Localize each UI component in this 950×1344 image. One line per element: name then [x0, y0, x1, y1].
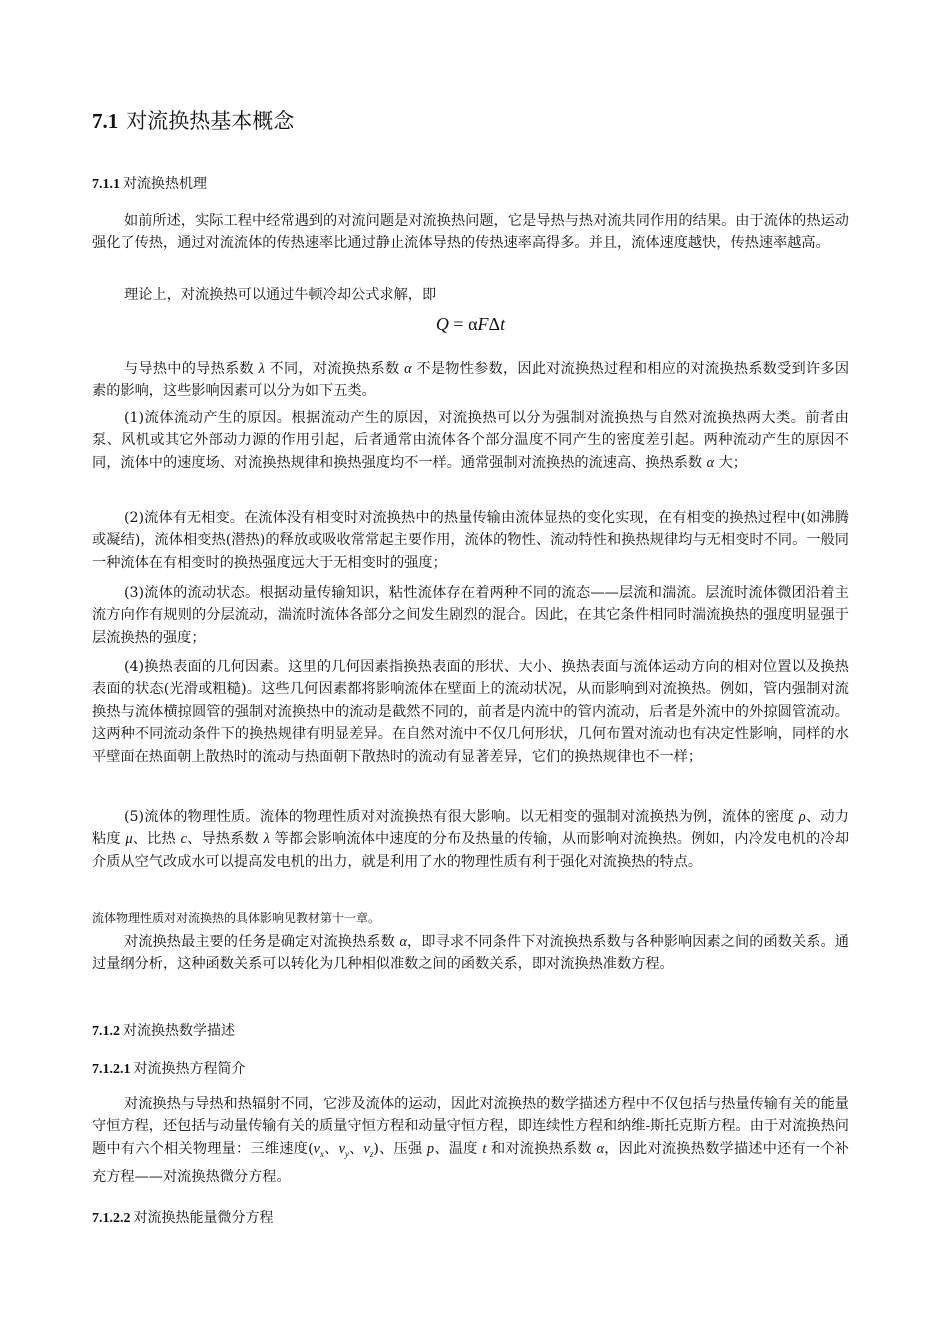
factor-1: (1)流体流动产生的原因。根据流动产生的原因，对流换热可以分为强制对流换热与自然对流换热两大类。前者由泵、风机或其它外部动力源的作用引起，后者通常由流体各个部分温度不同产生的密度差引起。两种流动产生的原因不同，流体中的速度场、对流换热规律和换热强度均不一样。通常强制对流换热的流速高、换热系数 α 大； — [92, 410, 849, 471]
paragraph-equations-intro: 对流换热与导热和热辐射不同，它涉及流体的运动，因此对流换热的数学描述方程中不仅包括与热量传输有关的能量守恒方程，还包括与动量传输有关的质量守恒方程和动量守恒方程，即连续性方程和纳维-斯托克斯方程。由于对流换热问题中有六个相关物理量：三维速度($v_x$、$v_y$、$v_z$)、压强 p、温度 t 和对流换热系数 α，因此对流换热数学描述中还有一个补充方程——对流换热微分方程。 — [92, 1096, 849, 1186]
factor-5: (5)流体的物理性质。流体的物理性质对对流换热有很大影响。以无相变的强制对流换热为例，流体的密度 ρ、动力粘度 μ、比热 c、导热系数 λ 等都会影响流体中速度的分布及热量的传输，从而影响对流换热。例如，内冷发电机的冷却介质从空气改成水可以提高发电机的出力，就是利用了水的物理性质有利于强化对流换热的特点。 — [92, 809, 850, 870]
subsection-heading-7-1-2-1: 7.1.2.1 对流换热方程简介 — [92, 1061, 246, 1077]
subsection-heading-7-1-1: 7.1.1 对流换热机理 — [92, 176, 207, 192]
paragraph-newton: 理论上，对流换热可以通过牛顿冷却公式求解，即 — [124, 287, 437, 303]
subsection-heading-7-1-2-2: 7.1.2.2 对流换热能量微分方程 — [92, 1210, 274, 1226]
newton-cooling-equation: Q = αFΔt — [435, 314, 506, 334]
paragraph-factors: 与导热中的导热系数 λ 不同，对流换热系数 α 不是物性参数，因此对流换热过程和相应的对流换热系数受到许多因素的影响，这些影响因素可以分为如下五类。 — [92, 361, 850, 400]
factor-2: (2)流体有无相变。在流体没有相变时对流换热中的热量传输由流体显热的变化实现，在有相变的换热过程中(如沸腾或凝结)，流体相变热(潜热)的释放或吸收常常起主要作用，流体的物性、流动特性和换热规律均与无相变时不同。一般同一种流体在有相变时的换热强度远大于无相变时的强度； — [92, 510, 849, 571]
subsection-heading-7-1-2: 7.1.2 对流换热数学描述 — [92, 1023, 235, 1039]
note-chapter-11: 流体物理性质对对流换热的具体影响见教材第十一章。 — [92, 911, 381, 925]
section-title: 对流换热基本概念 — [126, 109, 295, 133]
paragraph-task: 对流换热最主要的任务是确定对流换热系数 α，即寻求不同条件下对流换热系数与各种影响因素之间的函数关系。通过量纲分析，这种函数关系可以转化为几种相似准数之间的函数关系，即对流换热准数方程。 — [92, 934, 849, 973]
paragraph-intro: 如前所述，实际工程中经常遇到的对流问题是对流换热问题，它是导热与热对流共同作用的结果。由于流体的热运动强化了传热，通过对流流体的传热速率比通过静止流体导热的传热速率高得多。并且，流体速度越快，传热速率越高。 — [92, 213, 849, 252]
section-number: 7.1 — [92, 109, 119, 133]
section-heading — [92, 105, 294, 135]
factor-4: (4)换热表面的几何因素。这里的几何因素指换热表面的形状、大小、换热表面与流体运动方向的相对位置以及换热表面的状态(光滑或粗糙)。这些几何因素都将影响流体在壁面上的流动状况，从而影响到对流换热。例如，管内强制对流换热与流体横掠圆管的强制对流换热中的流动是截然不同的，前者是内流中的管内流动，后者是外流中的外掠圆管流动。这两种不同流动条件下的换热规律有明显差异。在自然对流中不仅几何形状，几何布置对流动也有决定性影响，同样的水平壁面在热面朝上散热时的流动与热面朝下散热时的流动有显著差异，它们的换热规律也不一样； — [92, 659, 849, 765]
factor-3: (3)流体的流动状态。根据动量传输知识，粘性流体存在着两种不同的流态——层流和湍流。层流时流体微团沿着主流方向作有规则的分层流动，湍流时流体各部分之间发生剧烈的混合。因此，在其它条件相同时湍流换热的强度明显强于层流换热的强度； — [92, 585, 849, 646]
